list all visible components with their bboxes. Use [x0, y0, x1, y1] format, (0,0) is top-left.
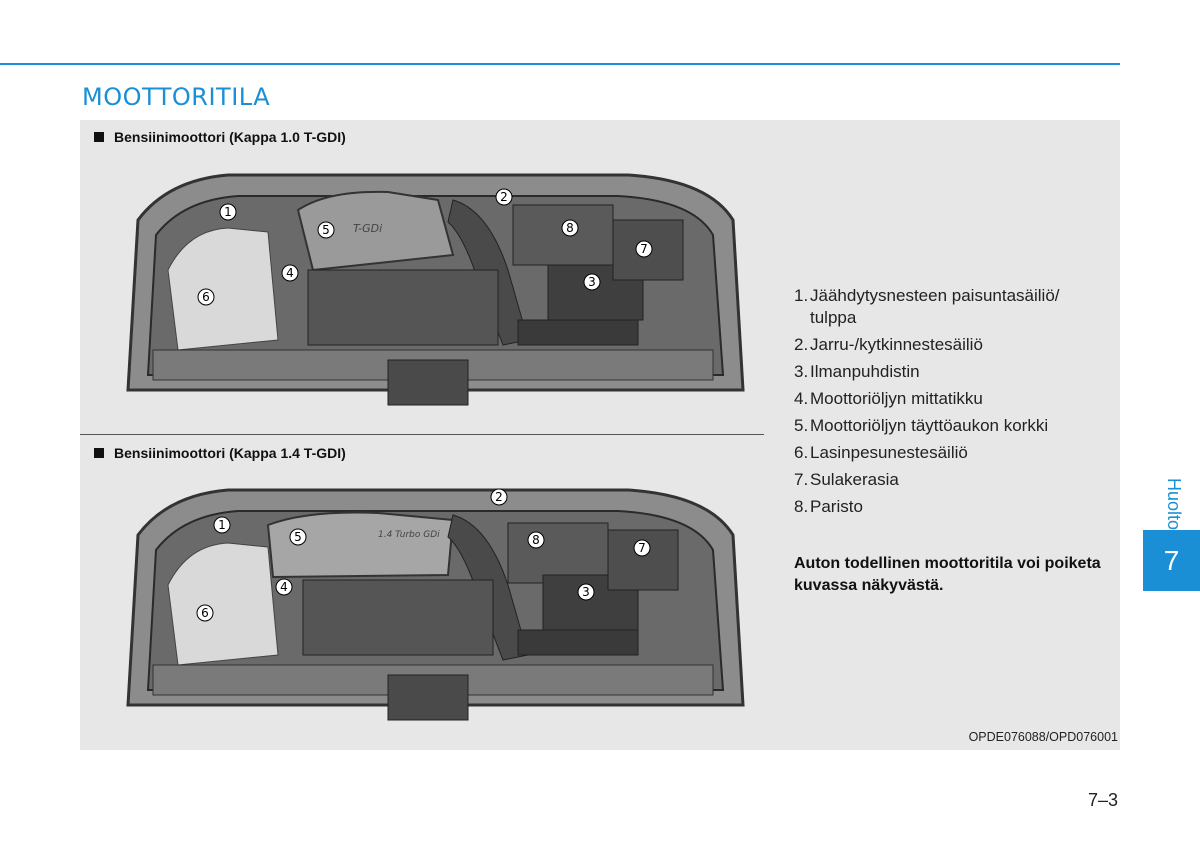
engine-bay-illustration-1 — [108, 160, 748, 410]
figure-divider — [80, 434, 764, 435]
bullet-square-icon — [94, 448, 104, 458]
chapter-tab: 7 — [1143, 530, 1200, 591]
callout-2: 2 — [500, 190, 508, 204]
callout-1: 1 — [224, 205, 232, 219]
list-item: 6. Lasinpesunestesäiliö — [794, 443, 968, 462]
section-label: Huolto — [1164, 478, 1184, 531]
callout-6: 6 — [201, 606, 209, 620]
figure-caption-2 — [94, 445, 346, 461]
engine-logo-text: T-GDi — [353, 222, 383, 235]
callout-4: 4 — [280, 580, 288, 594]
page-number: 7–3 — [1087, 790, 1118, 810]
figure-caption-text: Bensiinimoottori (Kappa 1.4 T-GDI) — [114, 445, 346, 461]
component-list — [794, 285, 1104, 523]
bullet-square-icon — [94, 132, 104, 142]
list-item: 3. Ilmanpuhdistin — [794, 362, 920, 381]
disclaimer-note: Auton todellinen moottoritila voi poiketa kuvassa näkyvästä. — [794, 555, 1101, 594]
list-item: 5. Moottoriöljyn täyttöaukon korkki — [794, 416, 1049, 435]
callout-2: 2 — [495, 490, 503, 504]
callout-3: 3 — [588, 275, 596, 289]
page-title: MOOTTORITILA — [82, 83, 271, 111]
image-code: OPDE076088/OPD076001 — [968, 730, 1118, 744]
list-item: 4. Moottoriöljyn mittatikku — [794, 389, 983, 408]
callout-6: 6 — [202, 290, 210, 304]
callout-1: 1 — [218, 518, 226, 532]
engine-bay-illustration-2 — [108, 475, 748, 725]
figure-caption-1 — [94, 129, 346, 145]
list-item: 8. Paristo — [794, 497, 863, 516]
callout-8: 8 — [532, 533, 540, 547]
list-item: 1. Jäähdytysnesteen paisuntasäiliö/ tulppa — [794, 286, 1060, 327]
callout-4: 4 — [286, 266, 294, 280]
list-item: 7. Sulakerasia — [794, 470, 899, 489]
callout-3: 3 — [582, 585, 590, 599]
callout-8: 8 — [566, 221, 574, 235]
figure-caption-text: Bensiinimoottori (Kappa 1.0 T-GDI) — [114, 129, 346, 145]
callout-5: 5 — [322, 223, 330, 237]
header-rule — [0, 63, 1120, 65]
callout-7: 7 — [638, 541, 646, 555]
engine-logo-text: 1.4 Turbo GDi — [378, 530, 440, 540]
list-item: 2. Jarru-/kytkinnestesäiliö — [794, 335, 983, 354]
callout-7: 7 — [640, 242, 648, 256]
callout-5: 5 — [294, 530, 302, 544]
